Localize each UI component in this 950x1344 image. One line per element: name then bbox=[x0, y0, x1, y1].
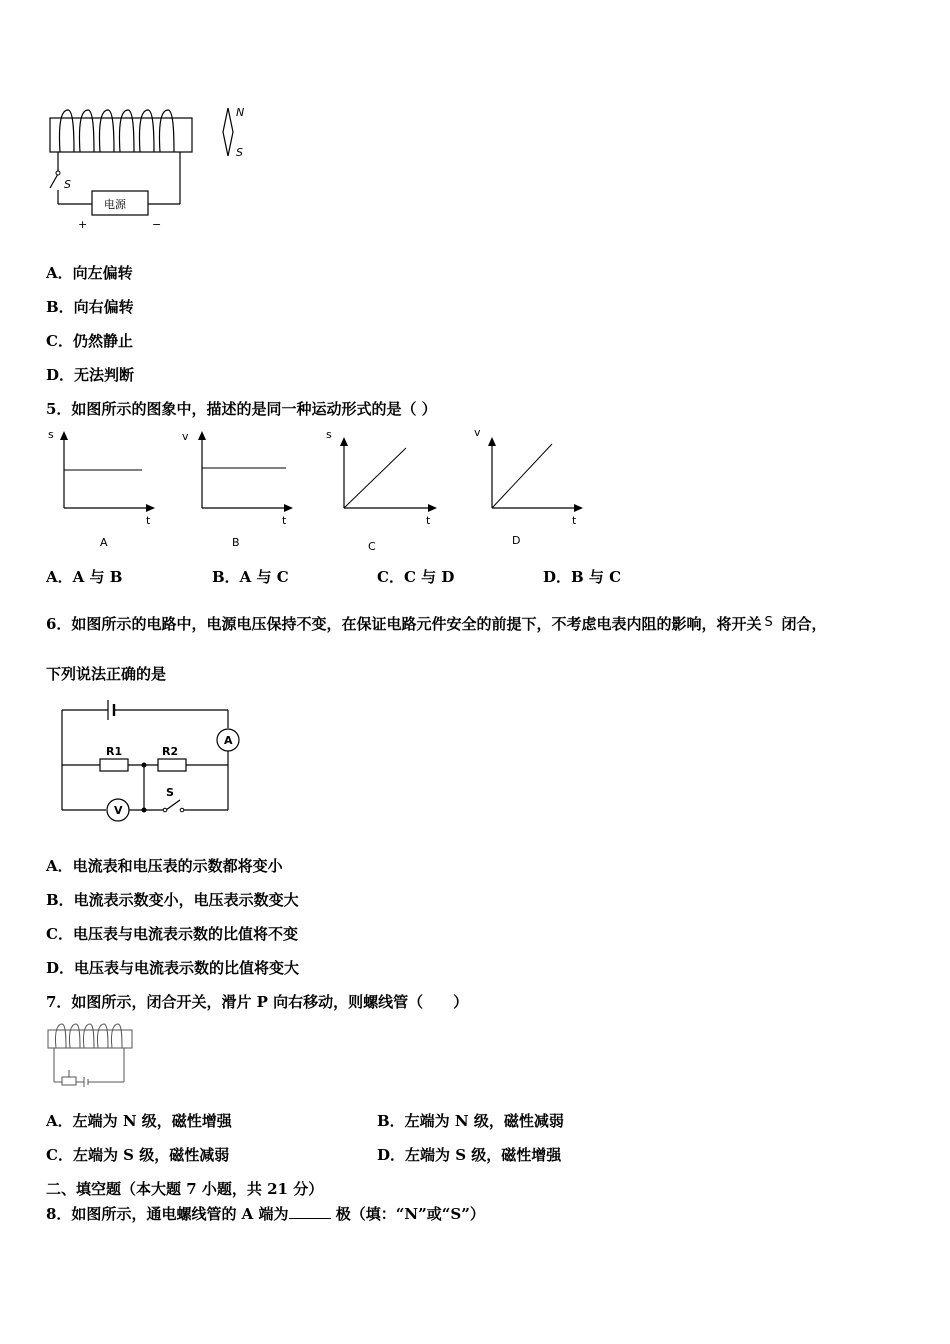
voltmeter-label: V bbox=[114, 804, 123, 817]
q8-stem-part1: 8．如图所示，通电螺线管的 A 端为 bbox=[46, 1205, 289, 1223]
q5-option-b: B．A 与 C bbox=[212, 568, 289, 586]
q6-stem-part2: 闭合， bbox=[781, 615, 827, 633]
r2-label: R2 bbox=[162, 745, 179, 758]
graph-d-line bbox=[492, 444, 552, 508]
q5-graphs-figure bbox=[40, 426, 600, 556]
switch-s-label: S bbox=[166, 786, 174, 799]
graph-c-caption: C bbox=[368, 540, 376, 553]
solenoid-compass-figure bbox=[40, 100, 270, 240]
r1-label: R1 bbox=[106, 745, 123, 758]
q7-option-c: C．左端为 S 级，磁性减弱 bbox=[46, 1146, 230, 1164]
q6-option-d: D．电压表与电流表示数的比值将变大 bbox=[46, 959, 300, 977]
q6-stem-part1: 6．如图所示的电路中，电源电压保持不变，在保证电路元件安全的前提下，不考虑电表内阻的影响，将开关 bbox=[46, 615, 762, 633]
graph-a-caption: A bbox=[100, 536, 108, 549]
q8-answer-blank[interactable] bbox=[289, 1204, 331, 1219]
graph-b-caption: B bbox=[232, 536, 240, 549]
q7-option-b: B．左端为 N 级，磁性减弱 bbox=[377, 1112, 564, 1130]
graph-a-y-label: s bbox=[48, 428, 54, 441]
q6-stem bbox=[46, 613, 826, 634]
q6-option-c: C．电压表与电流表示数的比值将不变 bbox=[46, 925, 298, 943]
graph-b-y-label: v bbox=[182, 430, 189, 443]
q6-option-b: B．电流表示数变小，电压表示数变大 bbox=[46, 891, 299, 909]
q8-stem bbox=[46, 1203, 485, 1224]
compass-s-label: S bbox=[236, 146, 243, 159]
q5-option-d: D．B 与 C bbox=[543, 568, 622, 586]
q5-option-c: C．C 与 D bbox=[377, 568, 455, 586]
q7-solenoid-figure bbox=[44, 1020, 140, 1090]
q5-stem: 5．如图所示的图象中，描述的是同一种运动形式的是（ ） bbox=[46, 400, 437, 418]
q6-option-a: A．电流表和电压表的示数都将变小 bbox=[46, 857, 283, 875]
graph-b bbox=[182, 430, 293, 549]
q4-option-c: C．仍然静止 bbox=[46, 332, 133, 350]
compass-n-label: N bbox=[236, 106, 245, 119]
q6-stem-switch-s: S bbox=[764, 615, 773, 630]
plus-label: + bbox=[78, 218, 88, 231]
q6-circuit-figure bbox=[56, 698, 256, 822]
graph-c-y-label: s bbox=[326, 428, 332, 441]
q4-option-b: B．向右偏转 bbox=[46, 298, 134, 316]
q4-option-d: D．无法判断 bbox=[46, 366, 135, 384]
q8-stem-part2: 极（填：“N”或“S”） bbox=[335, 1205, 485, 1223]
section-2-heading: 二、填空题（本大题 7 小题，共 21 分） bbox=[46, 1180, 324, 1198]
graph-c bbox=[326, 428, 437, 553]
q7-option-d: D．左端为 S 级，磁性增强 bbox=[377, 1146, 562, 1164]
q7-stem: 7．如图所示，闭合开关，滑片 P 向右移动，则螺线管（ ） bbox=[46, 993, 469, 1011]
switch-label: S bbox=[64, 178, 71, 191]
graph-a bbox=[48, 428, 155, 549]
q7-option-a: A．左端为 N 级，磁性增强 bbox=[46, 1112, 232, 1130]
q4-option-a: A．向左偏转 bbox=[46, 264, 133, 282]
minus-label: − bbox=[152, 218, 162, 231]
graph-d-y-label: v bbox=[474, 426, 481, 439]
graph-d bbox=[474, 426, 583, 547]
graph-b-x-label: t bbox=[282, 514, 287, 527]
ammeter-label: A bbox=[224, 734, 233, 747]
graph-a-x-label: t bbox=[146, 514, 151, 527]
power-label: 电源 bbox=[104, 198, 126, 211]
graph-d-caption: D bbox=[512, 534, 521, 547]
q5-option-a: A．A 与 B bbox=[46, 568, 123, 586]
graph-d-x-label: t bbox=[572, 514, 577, 527]
q6-stem-line2: 下列说法正确的是 bbox=[46, 665, 167, 683]
graph-c-x-label: t bbox=[426, 514, 431, 527]
graph-c-line bbox=[344, 448, 406, 508]
